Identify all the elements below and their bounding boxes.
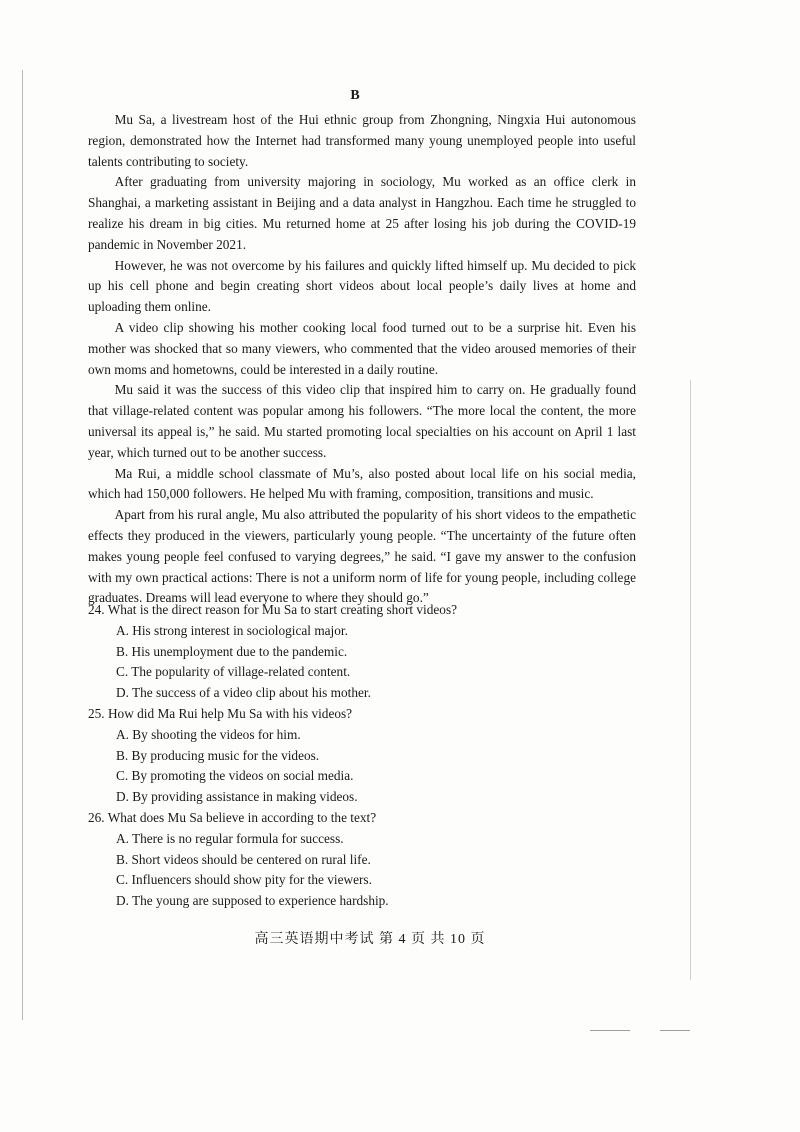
question-24 bbox=[88, 600, 648, 704]
passage-paragraph: Mu Sa, a livestream host of the Hui ethnic group from Zhongning, Ningxia Hui autonomous region, demonstrated how the Internet had transformed many young unemployed people into useful talents contributing to society. bbox=[88, 112, 636, 169]
passage-paragraph: Ma Rui, a middle school classmate of Mu’s, also posted about local life on his social media, which had 150,000 followers. He helped Mu with framing, composition, transitions and music. bbox=[88, 465, 636, 502]
option-d: D. The young are supposed to experience hardship. bbox=[116, 893, 389, 909]
option-d: D. The success of a video clip about his mother. bbox=[116, 685, 371, 701]
option-d: D. By providing assistance in making videos. bbox=[116, 789, 358, 805]
option-c: C. By promoting the videos on social media. bbox=[116, 768, 354, 784]
option-c: C. Influencers should show pity for the viewers. bbox=[116, 872, 372, 888]
right-margin-line bbox=[690, 380, 691, 980]
scan-mark bbox=[660, 1030, 690, 1031]
question-26 bbox=[88, 808, 648, 912]
passage-paragraph: Apart from his rural angle, Mu also attributed the popularity of his short videos to the empathetic effects they produced in the viewers, particularly young people. “The uncertainty of the future often makes young people feel confused to varying degrees,” he said. “I gave my answer to the confusion with my own practical actions: There is not a uniform norm of life for young people, including college graduates. Dreams will lead everyone to where they should go.” bbox=[88, 507, 636, 606]
passage-paragraph: However, he was not overcome by his failures and quickly lifted himself up. Mu decided to pick up his cell phone and begin creating short videos about local people’s daily lives at home and uploading them online. bbox=[88, 257, 636, 315]
section-letter: B bbox=[350, 88, 360, 103]
passage-paragraph: After graduating from university majoring in sociology, Mu worked as an office clerk in Shanghai, a marketing assistant in Beijing and a data analyst in Hangzhou. Each time he struggled to realize his dream in big cities. Mu returned home at 25 after losing his job during the COVID-19 pandemic in November 2021. bbox=[88, 174, 636, 252]
question-25 bbox=[88, 704, 648, 808]
question-list bbox=[88, 600, 648, 912]
option-b: B. Short videos should be centered on rural life. bbox=[116, 851, 371, 867]
reading-passage bbox=[88, 110, 636, 609]
option-c: C. The popularity of village-related content. bbox=[116, 664, 351, 680]
question-stem: 25. How did Ma Rui help Mu Sa with his videos? bbox=[88, 705, 353, 721]
option-a: A. There is no regular formula for success. bbox=[116, 830, 344, 846]
question-stem: 26. What does Mu Sa believe in according to the text? bbox=[88, 809, 377, 825]
page-footer: 高三英语期中考试 第 4 页 共 10 页 bbox=[254, 932, 486, 947]
scan-mark bbox=[590, 1030, 630, 1031]
passage-paragraph: Mu said it was the success of this video clip that inspired him to carry on. He gradually found that village-related content was popular among his followers. “The more local the content, the more universal its appeal is,” he said. Mu started promoting local specialties on his account on April 1 last year, which turned out to be another success. bbox=[88, 382, 636, 460]
passage-paragraph: A video clip showing his mother cooking local food turned out to be a surprise hit. Even his mother was shocked that so many viewers, who commented that the video aroused memories of their own moms and hometowns, could be interested in a daily routine. bbox=[88, 319, 636, 377]
left-margin-line bbox=[22, 70, 23, 1020]
option-a: A. By shooting the videos for him. bbox=[116, 726, 301, 742]
option-b: B. His unemployment due to the pandemic. bbox=[116, 643, 348, 659]
option-b: B. By producing music for the videos. bbox=[116, 747, 320, 763]
option-a: A. His strong interest in sociological major. bbox=[116, 622, 348, 638]
question-stem: 24. What is the direct reason for Mu Sa to start creating short videos? bbox=[88, 602, 458, 617]
